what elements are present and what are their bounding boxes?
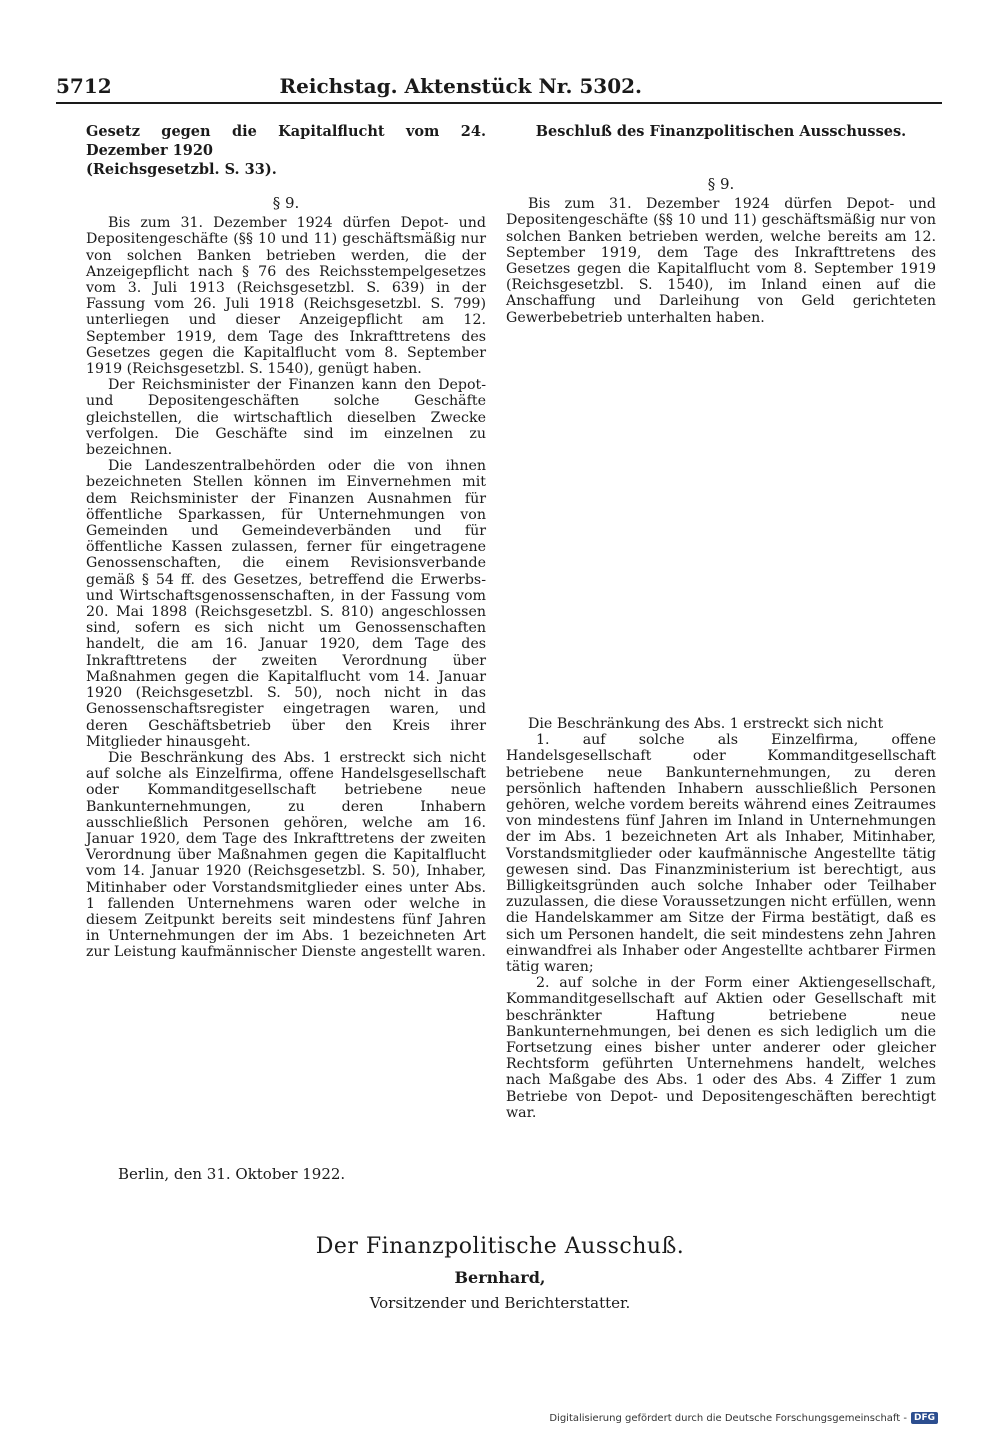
right-paragraph-1: Bis zum 31. Dezember 1924 dürfen Depot- und Depositengeschäfte (§§ 10 und 11) geschäftsmäßig nur von solchen Banken betrieben werden, welche bereits am 12. September 1919, dem Tage des Inkrafttretens des Gesetzes gegen die Kapitalflucht vom 8. September 1919 (Reichsgesetzbl. S. 1540), im Inland einen auf die Anschaffung und Darleihung von Geld gerichteten Gewerbebetrieb unterhalten haben.	[506, 196, 936, 326]
running-title: Reichstag. Aktenstück Nr. 5302.	[279, 74, 642, 98]
left-paragraph-2: Der Reichsminister der Finanzen kann den Depot- und Depositengeschäften solche Geschäfte gleichstellen, die wirtschaftlich dieselben Zwecke verfolgen. Die Geschäfte sind im einzelnen zu bezeichnen.	[86, 377, 486, 459]
page-header	[56, 74, 942, 104]
committee-name: Der Finanzpolitische Ausschuß.	[315, 1234, 685, 1259]
dfg-logo-icon: DFG	[911, 1412, 938, 1424]
right-item-1: 1. auf solche als Einzelfirma, offene Handelsgesellschaft oder Kommanditgesellschaft betriebene neue Bankunternehmungen, zu deren persönlich haftenden Inhabern ausschließlich Personen gehören, welche vordem bereits während eines Zeitraumes von mindestens fünf Jahren im Inland in Unternehmungen der im Abs. 1 bezeichneten Art als Inhaber, Mitinhaber, Vorstandsmitglieder oder kaufmännische Angestellte tätig gewesen sind. Das Finanzministerium ist berechtigt, aus Billigkeitsgründen auch solche Inhaber oder Teilhaber zuzulassen, die diese Voraussetzungen nicht erfüllen, wenn die Handelskammer am Sitze der Firma bestätigt, daß es sich um Personen handelt, die seit mindestens zehn Jahren einwandfrei als Inhaber oder Angestellte achtbarer Firmen tätig waren;	[506, 732, 936, 976]
right-limitation-block	[506, 716, 936, 1121]
signatory-name: Bernhard,	[454, 1268, 546, 1287]
left-column	[86, 122, 486, 961]
right-column-heading: Beschluß des Finanzpolitischen Ausschusses.	[535, 123, 907, 140]
right-limitation-intro: Die Beschränkung des Abs. 1 erstreckt sich nicht	[528, 716, 884, 732]
right-item-2: 2. auf solche in der Form einer Aktiengesellschaft, Kommanditgesellschaft auf Aktien oder Gesellschaft mit beschränkter Haftung betriebene neue Bankunternehmungen, bei denen es sich lediglich um die Fortsetzung eines bisher unter anderer oder gleicher Rechtsform geführten Unternehmens handelt, welches nach Maßgabe des Abs. 1 oder des Abs. 4 Ziffer 1 zum Betriebe von Depot- und Depositengeschäften berechtigt war.	[506, 975, 936, 1121]
right-column	[506, 122, 936, 1121]
left-paragraph-1: Bis zum 31. Dezember 1924 dürfen Depot- und Depositengeschäfte (§§ 10 und 11) geschäftsmäßig nur von solchen Banken betrieben werden, die der Anzeigepflicht nach § 76 des Reichsstempelgesetzes vom 3. Juli 1913 (Reichsgesetzbl. S. 639) in der Fassung vom 26. Juli 1918 (Reichsgesetzbl. S. 799) unterliegen und dieser Anzeigepflicht am 12. September 1919, dem Tage des Inkrafttretens des Gesetzes gegen die Kapitalflucht vom 8. September 1919 (Reichsgesetzbl. S. 1540), genügt haben.	[86, 215, 486, 378]
left-paragraph-4: Die Beschränkung des Abs. 1 erstreckt sich nicht auf solche als Einzelfirma, offene Handelsgesellschaft oder Kommanditgesellschaft betriebene neue Bankunternehmungen, zu deren Inhabern ausschließlich Personen gehören, welche am 16. Januar 1920, dem Tage des Inkrafttretens der zweiten Verordnung über Maßnahmen gegen die Kapitalflucht vom 14. Januar 1920 (Reichsgesetzbl. S. 50), Inhaber, Mitinhaber oder Vorstandsmitglieder eines unter Abs. 1 fallenden Unternehmens waren oder welche in diesem Zeitpunkt bereits seit mindestens fünf Jahren in Unternehmungen der im Abs. 1 bezeichneten Art zur Leistung kaufmännischer Dienste angestellt waren.	[86, 749, 486, 961]
left-section-mark: § 9.	[272, 194, 300, 212]
left-paragraph-3: Die Landeszentralbehörden oder die von ihnen bezeichneten Stellen können im Einvernehmen mit dem Reichsminister der Finanzen Ausnahmen für öffentliche Sparkassen, für Unternehmungen von Gemeinden und Gemeindeverbänden und für öffentliche Kassen zulassen, ferner für eingetragene Genossenschaften, die einem Revisionsverbande gemäß § 54 ff. des Gesetzes, betreffend die Erwerbs- und Wirtschaftsgenossenschaften, in der Fassung vom 20. Mai 1898 (Reichsgesetzbl. S. 810) angeschlossen sind, sofern es sich nicht um Genossenschaften handelt, die am 16. Januar 1920, dem Tage des Inkrafttretens der zweiten Verordnung über Maßnahmen gegen die Kapitalflucht vom 14. Januar 1920 (Reichsgesetzbl. S. 50), noch nicht in das Genossenschaftsregister eingetragen waren, und deren Geschäftsbetrieb über den Kreis ihrer Mitglieder hinausgeht.	[86, 458, 486, 750]
left-column-heading	[86, 122, 486, 179]
footer-note-text: Digitalisierung gefördert durch die Deutsche Forschungsgemeinschaft -	[549, 1412, 907, 1424]
page-number: 5712	[56, 74, 112, 98]
left-heading-line2: (Reichsgesetzbl. S. 33).	[86, 161, 277, 178]
right-section-mark: § 9.	[707, 175, 735, 193]
header-rule	[56, 102, 942, 104]
left-heading-line1: Gesetz gegen die Kapitalflucht vom 24. Dezember 1920	[86, 123, 486, 159]
place-and-date: Berlin, den 31. Oktober 1922.	[118, 1165, 346, 1183]
digitization-footer	[549, 1412, 938, 1424]
signatory-role: Vorsitzender und Berichterstatter.	[369, 1294, 631, 1312]
